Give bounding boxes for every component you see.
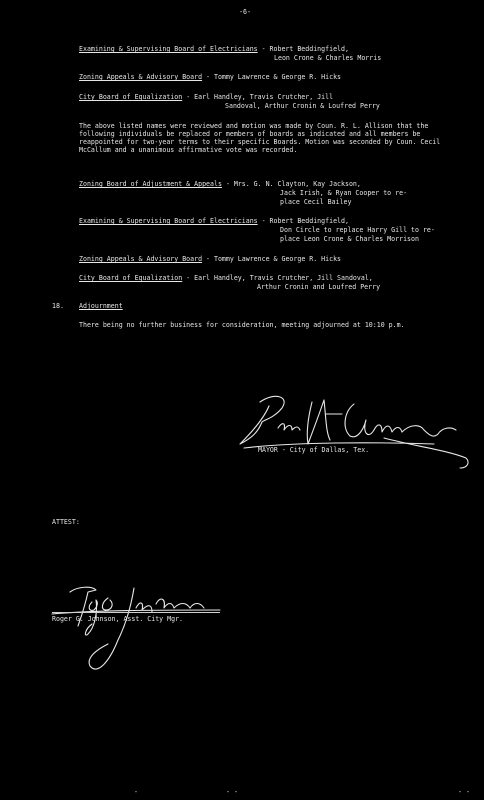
board-entry-6 (79, 255, 341, 263)
board-name: City Board of Equalization (79, 93, 183, 101)
board-members: - Tommy Lawrence & George R. Hicks (202, 73, 342, 81)
footer-mark: - (134, 788, 138, 796)
attest-label: ATTEST: (52, 518, 80, 526)
motion-paragraph: The above listed names were reviewed and motion was made by Coun. R. L. Allison that the following individuals be replaced or members of boards as indicated and all members be reappointed for two-year terms to their specific Boards. Motion was seconded by Coun. Cecil McCallum and a unanimous affirmative vote was recorded. (79, 122, 441, 154)
board-members: - Tommy Lawrence & George R. Hicks (202, 255, 342, 263)
board-entry-1-cont: Leon Crone & Charles Morris (274, 54, 382, 62)
board-members: - Robert Beddingfield, (257, 45, 349, 53)
board-entry-5-cont: Don Circle to replace Harry Gill to re- (280, 226, 435, 234)
board-entry-7-cont: Arthur Cronin and Loufred Perry (257, 283, 381, 291)
board-members: - Mrs. G. N. Clayton, Kay Jackson, (221, 180, 361, 188)
board-name: Zoning Appeals & Advisory Board (79, 255, 203, 263)
board-entry-5-cont2: place Leon Crone & Charles Morrison (280, 235, 419, 243)
board-members: - Earl Handley, Travis Crutcher, Jill Sandoval, (182, 274, 373, 282)
board-name: Zoning Board of Adjustment & Appeals (79, 180, 222, 188)
board-entry-5 (79, 217, 349, 225)
board-name: Examining & Supervising Board of Electricians (79, 217, 258, 225)
board-name: Zoning Appeals & Advisory Board (79, 73, 203, 81)
adjourn-text: There being no further business for consideration, meeting adjourned at 10:10 p.m. (79, 321, 405, 329)
board-name: Examining & Supervising Board of Electricians (79, 45, 258, 53)
signature-line (52, 612, 220, 613)
board-entry-4 (79, 180, 361, 188)
board-name: City Board of Equalization (79, 274, 183, 282)
board-entry-7 (79, 274, 373, 282)
footer-mark: - - (226, 788, 238, 796)
board-entry-3 (79, 93, 333, 101)
item-title: Adjournment (79, 302, 123, 310)
board-entry-1 (79, 45, 349, 53)
board-entry-4-cont: Jack Irish, & Ryan Cooper to re- (280, 189, 408, 197)
board-entry-2 (79, 73, 341, 81)
mayor-signature (234, 388, 474, 478)
page-number: -6- (239, 8, 251, 16)
board-members: - Robert Beddingfield, (257, 217, 349, 225)
board-members: - Earl Handley, Travis Crutcher, Jill (182, 93, 334, 101)
item-number: 18. (52, 302, 64, 310)
board-entry-3-cont: Sandoval, Arthur Cronin & Loufred Perry (225, 102, 380, 110)
footer-mark: - - (458, 788, 470, 796)
secretary-caption: Roger G. Johnson, Asst. City Mgr. (52, 615, 184, 623)
mayor-caption: MAYOR - City of Dallas, Tex. (258, 446, 370, 454)
board-entry-4-cont2: place Cecil Bailey (280, 198, 352, 206)
secretary-signature (48, 580, 228, 680)
